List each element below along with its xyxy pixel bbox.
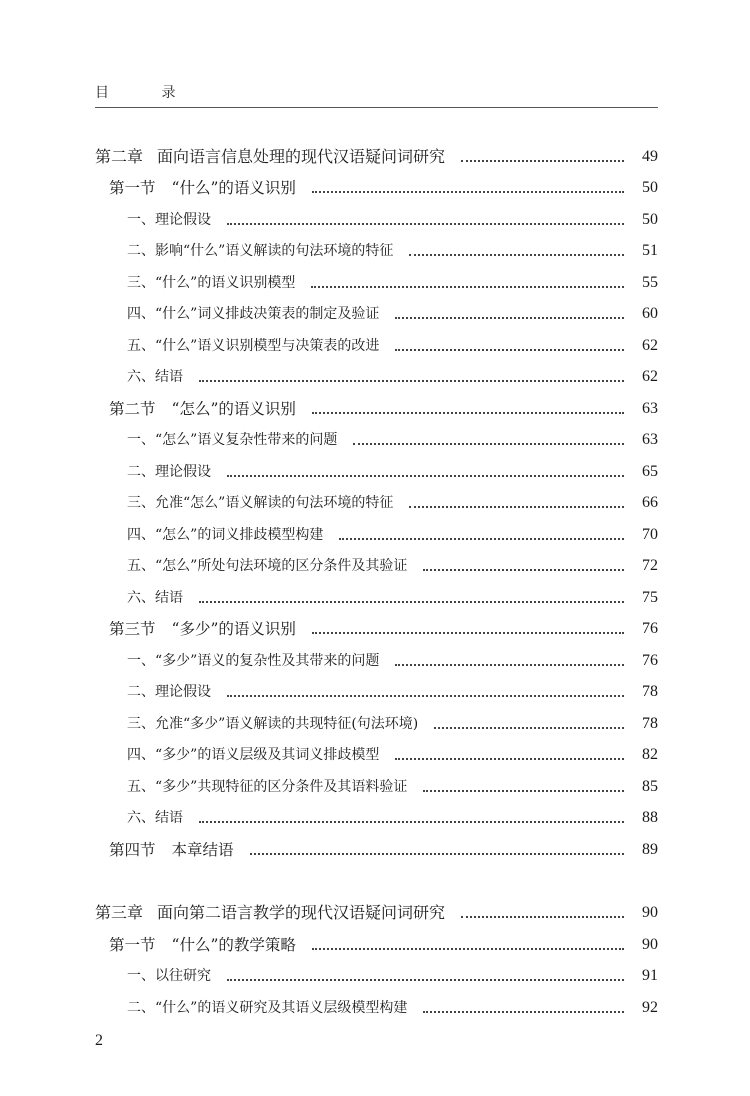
toc-dot-leader xyxy=(395,758,624,760)
toc-subsection-entry[interactable] xyxy=(95,798,658,830)
toc-entry-title xyxy=(127,744,379,766)
toc-entry-text: 四、“多少”的语义层级及其词义排歧模型 xyxy=(127,747,380,763)
toc-entry-title xyxy=(127,681,211,703)
toc-entry-title xyxy=(127,807,183,829)
toc-entry-text: 二、理论假设 xyxy=(127,463,211,480)
toc-subsection-entry[interactable] xyxy=(95,483,658,515)
toc-subsection-entry[interactable] xyxy=(95,577,658,609)
toc-entry-title xyxy=(109,934,296,956)
toc-entry-text: “怎么”的语义识别 xyxy=(171,399,296,418)
toc-dot-leader xyxy=(409,506,624,508)
toc-entry-title xyxy=(127,555,407,577)
toc-entry-text: 三、允准“多少”语义解读的共现特征(句法环境) xyxy=(127,715,419,732)
toc-entry-title xyxy=(127,429,337,451)
toc-subsection-entry[interactable] xyxy=(95,451,658,483)
toc-entry-text: 五、“怎么”所处句法环境的区分条件及其验证 xyxy=(127,558,408,574)
toc-subsection-entry[interactable] xyxy=(95,514,658,546)
toc-subsection-entry[interactable] xyxy=(95,199,658,231)
toc-section-entry[interactable] xyxy=(95,829,658,861)
toc-section-entry[interactable] xyxy=(95,924,658,956)
toc-entry-title xyxy=(127,492,393,514)
toc-entry-title xyxy=(109,618,296,640)
toc-subsection-entry[interactable] xyxy=(95,987,658,1019)
toc-entry-title xyxy=(127,997,407,1019)
toc-entry-text: “什么”的语义识别 xyxy=(171,179,296,197)
toc-entry-title xyxy=(127,209,211,231)
toc-page-number: 78 xyxy=(642,683,658,700)
toc-page-number: 62 xyxy=(642,336,658,354)
toc-entry-text: 二、影响“什么”语义解读的句法环境的特征 xyxy=(127,243,394,259)
toc-entry-text: 四、“怎么”的词义排歧模型构建 xyxy=(127,526,324,543)
toc-dot-leader xyxy=(199,821,624,823)
toc-dot-leader xyxy=(199,601,624,603)
toc-entry-title xyxy=(109,398,296,420)
toc-page-number: 63 xyxy=(642,399,658,417)
toc-dot-leader xyxy=(395,664,624,666)
toc-page-number: 75 xyxy=(642,588,658,606)
toc-subsection-entry[interactable] xyxy=(95,735,658,767)
toc-page-number: 51 xyxy=(642,242,658,259)
toc-dot-leader xyxy=(423,1011,624,1013)
toc-dot-leader xyxy=(227,223,624,225)
toc-subsection-entry[interactable] xyxy=(95,262,658,294)
toc-page-number: 62 xyxy=(642,368,658,385)
toc-section-entry[interactable] xyxy=(95,388,658,420)
header-rule xyxy=(95,107,658,108)
toc-entry-title xyxy=(127,240,393,262)
toc-page-number: 66 xyxy=(642,494,658,511)
toc-entry-number: 第一节 xyxy=(109,179,156,197)
page-number: 2 xyxy=(95,1032,103,1049)
toc-entry-title xyxy=(127,303,379,325)
toc-dot-leader xyxy=(423,790,624,792)
toc-entry-number: 第三节 xyxy=(109,620,156,638)
toc-chapter-entry[interactable] xyxy=(95,136,658,168)
toc-page-number: 88 xyxy=(642,809,658,826)
toc-entry-text: 四、“什么”词义排歧决策表的制定及验证 xyxy=(127,306,380,322)
toc-entry-text: 一、以往研究 xyxy=(127,968,211,984)
toc-dot-leader xyxy=(395,317,624,319)
toc-dot-leader xyxy=(409,254,624,256)
toc-page-number: 89 xyxy=(642,840,658,858)
toc-entry-title xyxy=(127,524,323,546)
toc-entry-title xyxy=(95,146,445,168)
toc-entry-title xyxy=(127,461,211,483)
toc-section-entry[interactable] xyxy=(95,168,658,200)
toc-entry-title xyxy=(127,965,211,987)
toc-entry-text: 本章结语 xyxy=(171,840,234,859)
toc-entry-title xyxy=(127,776,407,798)
toc-page-number: 60 xyxy=(642,305,658,322)
toc-dot-leader xyxy=(312,191,624,193)
toc-entry-number: 第四节 xyxy=(109,840,156,859)
toc-subsection-entry[interactable] xyxy=(95,546,658,578)
toc-dot-leader xyxy=(311,286,624,288)
toc-page-number: 78 xyxy=(642,714,658,732)
toc-entry-title xyxy=(127,587,183,609)
toc-dot-leader xyxy=(227,695,624,697)
toc-subsection-entry[interactable] xyxy=(95,766,658,798)
toc-page-number: 82 xyxy=(642,746,658,763)
toc-entry-text: 五、“什么”语义识别模型与决策表的改进 xyxy=(127,337,380,354)
toc-entry-title xyxy=(127,713,418,735)
toc-entry-number: 第一节 xyxy=(109,935,156,954)
toc-entry-title xyxy=(127,650,379,672)
toc-entry-number: 第二章 xyxy=(95,146,144,166)
toc-dot-leader xyxy=(434,727,624,729)
toc-page-number: 85 xyxy=(642,777,658,795)
toc-page-number: 63 xyxy=(642,431,658,448)
toc-entry-text: 面向第二语言教学的现代汉语疑问词研究 xyxy=(157,903,446,922)
toc-entry-title xyxy=(95,902,445,924)
toc-entry-text: 六、结语 xyxy=(127,369,183,385)
toc-dot-leader xyxy=(199,380,624,382)
toc-entry-text: 一、“多少”语义的复杂性及其带来的问题 xyxy=(127,652,380,669)
toc-dot-leader xyxy=(227,475,624,477)
table-of-contents xyxy=(95,136,658,1019)
toc-subsection-entry[interactable] xyxy=(95,703,658,735)
toc-entry-text: 三、“什么”的语义识别模型 xyxy=(127,274,296,291)
toc-dot-leader xyxy=(461,916,624,918)
toc-dot-leader xyxy=(395,349,624,351)
toc-subsection-entry[interactable] xyxy=(95,956,658,988)
toc-dot-leader xyxy=(312,948,624,950)
toc-dot-leader xyxy=(227,979,624,981)
toc-section-entry[interactable] xyxy=(95,609,658,641)
toc-entry-text: 三、允准“怎么”语义解读的句法环境的特征 xyxy=(127,495,394,511)
toc-entry-number: 第二节 xyxy=(109,399,156,418)
toc-entry-text: 一、理论假设 xyxy=(127,211,211,228)
toc-entry-title xyxy=(127,335,379,357)
toc-dot-leader xyxy=(423,569,624,571)
toc-page-number: 92 xyxy=(642,998,658,1016)
toc-entry-text: 面向语言信息处理的现代汉语疑问词研究 xyxy=(157,146,446,166)
toc-entry-title xyxy=(109,177,296,199)
toc-entry-title xyxy=(109,839,234,861)
toc-entry-title xyxy=(127,366,183,388)
toc-entry-text: 六、结语 xyxy=(127,589,183,606)
toc-page-number: 72 xyxy=(642,557,658,574)
toc-page-number: 50 xyxy=(642,179,658,196)
toc-page-number: 50 xyxy=(642,210,658,228)
toc-dot-leader xyxy=(312,632,624,634)
toc-page-number: 55 xyxy=(642,273,658,291)
toc-subsection-entry[interactable] xyxy=(95,357,658,389)
toc-subsection-entry[interactable] xyxy=(95,672,658,704)
toc-dot-leader xyxy=(461,160,624,162)
toc-subsection-entry[interactable] xyxy=(95,294,658,326)
toc-entry-text: “什么”的教学策略 xyxy=(171,935,296,954)
toc-page-number: 90 xyxy=(642,935,658,953)
toc-entry-text: 一、“怎么”语义复杂性带来的问题 xyxy=(127,432,338,448)
toc-page-number: 65 xyxy=(642,462,658,480)
toc-subsection-entry[interactable] xyxy=(95,231,658,263)
toc-entry-text: 六、结语 xyxy=(127,810,183,826)
toc-page-number: 76 xyxy=(642,651,658,669)
toc-page-number: 91 xyxy=(642,967,658,984)
toc-dot-leader xyxy=(312,412,624,414)
toc-page-number: 70 xyxy=(642,525,658,543)
toc-chapter-entry[interactable] xyxy=(95,893,658,925)
toc-dot-leader xyxy=(353,443,624,445)
toc-subsection-entry[interactable] xyxy=(95,420,658,452)
toc-entry-number: 第三章 xyxy=(95,903,144,922)
toc-entry-text: “多少”的语义识别 xyxy=(171,620,296,638)
toc-page-number: 90 xyxy=(642,904,658,921)
toc-entry-text: 五、“多少”共现特征的区分条件及其语料验证 xyxy=(127,778,408,795)
toc-dot-leader xyxy=(250,853,624,855)
toc-dot-leader xyxy=(339,538,624,540)
toc-page-number: 49 xyxy=(642,147,658,165)
toc-entry-text: 二、理论假设 xyxy=(127,684,211,700)
toc-subsection-entry[interactable] xyxy=(95,325,658,357)
toc-subsection-entry[interactable] xyxy=(95,640,658,672)
running-head: 目 录 xyxy=(95,85,200,101)
toc-entry-title xyxy=(127,272,295,294)
toc-entry-text: 二、“什么”的语义研究及其语义层级模型构建 xyxy=(127,999,408,1016)
toc-page-number: 76 xyxy=(642,620,658,637)
